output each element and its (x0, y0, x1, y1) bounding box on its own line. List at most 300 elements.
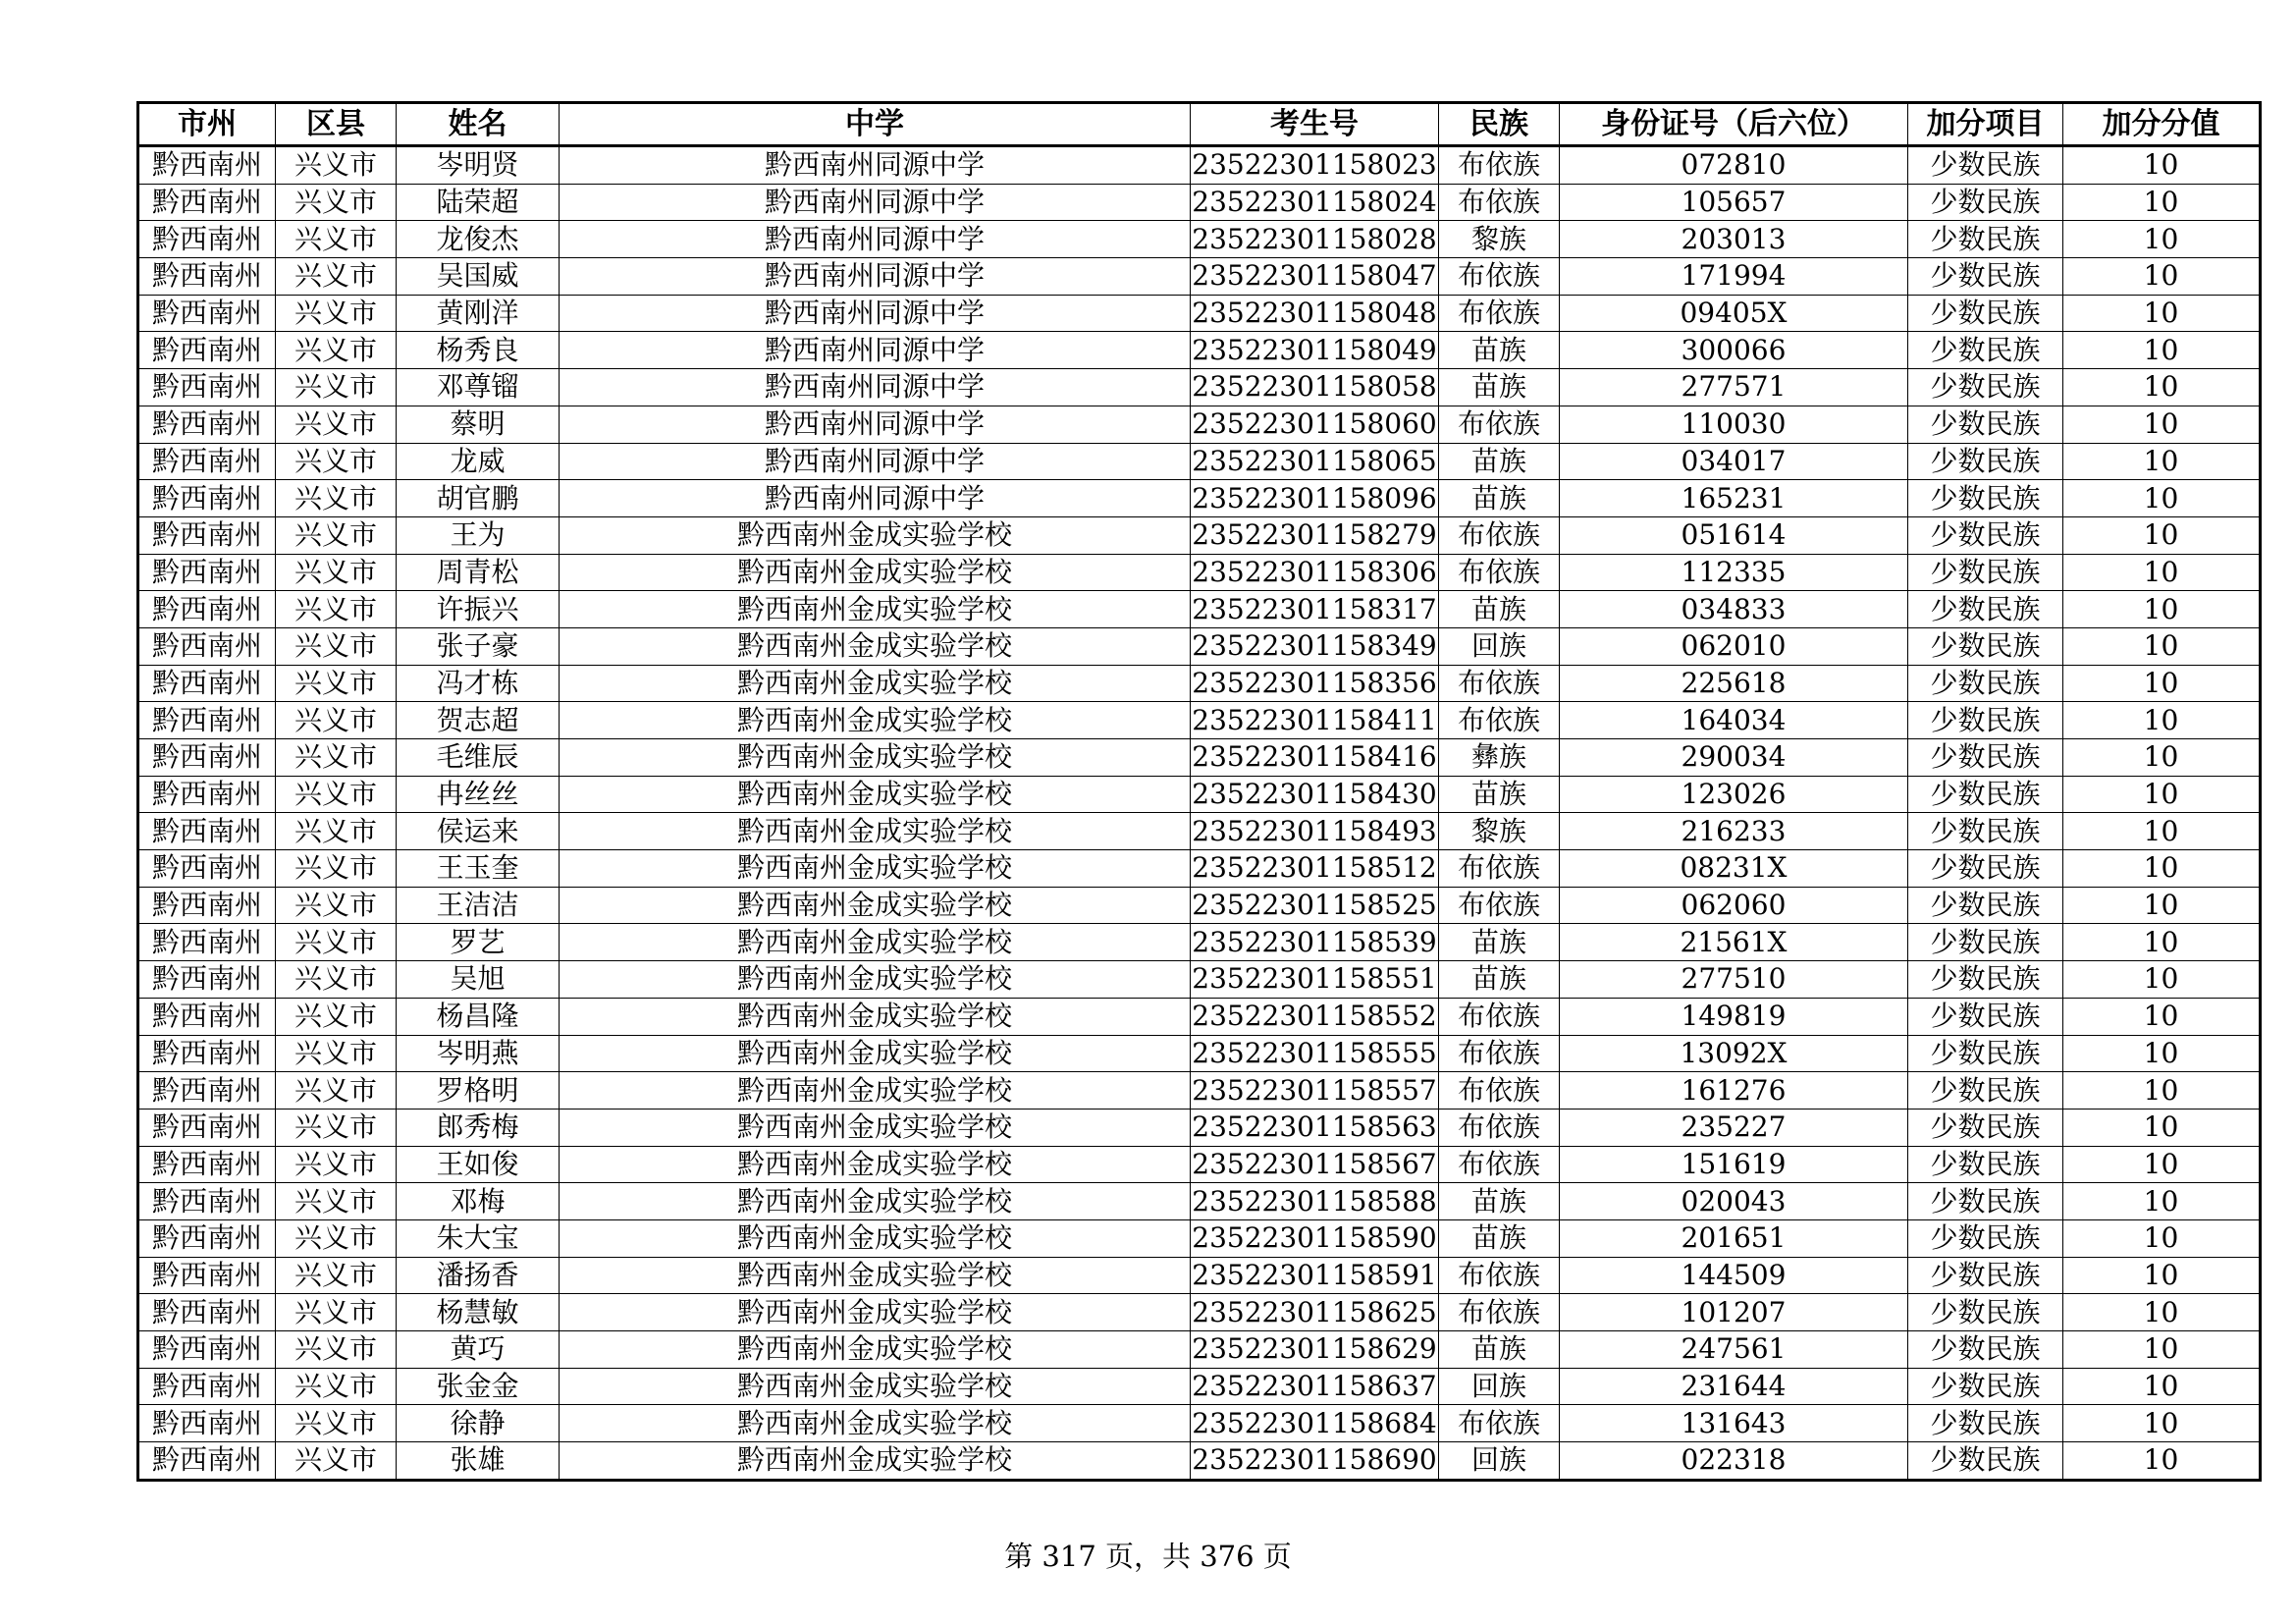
cell-ethnicity: 布依族 (1439, 1072, 1560, 1110)
cell-city: 黔西南州 (138, 295, 276, 332)
cell-bonus-value: 10 (2063, 221, 2261, 258)
cell-city: 黔西南州 (138, 1442, 276, 1481)
cell-bonus-value: 10 (2063, 1294, 2261, 1331)
cell-bonus-item: 少数民族 (1908, 406, 2063, 443)
cell-county: 兴义市 (276, 295, 397, 332)
cell-id-last-six: 062010 (1560, 627, 1908, 665)
table-row (138, 480, 2261, 517)
cell-id-last-six: 171994 (1560, 258, 1908, 296)
cell-city: 黔西南州 (138, 1072, 276, 1110)
cell-ethnicity: 布依族 (1439, 406, 1560, 443)
cell-bonus-value: 10 (2063, 813, 2261, 850)
cell-city: 黔西南州 (138, 776, 276, 813)
cell-ethnicity: 苗族 (1439, 591, 1560, 628)
cell-city: 黔西南州 (138, 924, 276, 961)
table-row (138, 1183, 2261, 1220)
cell-bonus-item: 少数民族 (1908, 221, 2063, 258)
cell-student-name: 吴旭 (397, 961, 560, 999)
table-row (138, 443, 2261, 480)
cell-bonus-item: 少数民族 (1908, 887, 2063, 924)
cell-id-last-six: 09405X (1560, 295, 1908, 332)
cell-bonus-value: 10 (2063, 1035, 2261, 1072)
cell-ethnicity: 苗族 (1439, 1331, 1560, 1369)
cell-exam-number: 23522301158625 (1191, 1294, 1439, 1331)
cell-exam-number: 23522301158539 (1191, 924, 1439, 961)
cell-bonus-item: 少数民族 (1908, 1072, 2063, 1110)
cell-id-last-six: 105657 (1560, 184, 1908, 221)
cell-ethnicity: 彝族 (1439, 739, 1560, 777)
cell-student-name: 邓尊镏 (397, 369, 560, 406)
cell-id-last-six: 051614 (1560, 516, 1908, 554)
cell-exam-number: 23522301158048 (1191, 295, 1439, 332)
table-row (138, 554, 2261, 591)
cell-id-last-six: 13092X (1560, 1035, 1908, 1072)
cell-exam-number: 23522301158629 (1191, 1331, 1439, 1369)
cell-bonus-item: 少数民族 (1908, 665, 2063, 702)
cell-student-name: 罗格明 (397, 1072, 560, 1110)
cell-id-last-six: 247561 (1560, 1331, 1908, 1369)
cell-bonus-item: 少数民族 (1908, 813, 2063, 850)
cell-county: 兴义市 (276, 627, 397, 665)
table-row (138, 1331, 2261, 1369)
table-row (138, 258, 2261, 296)
cell-student-name: 陆荣超 (397, 184, 560, 221)
cell-id-last-six: 022318 (1560, 1442, 1908, 1481)
cell-bonus-item: 少数民族 (1908, 627, 2063, 665)
cell-ethnicity: 布依族 (1439, 1257, 1560, 1294)
cell-school: 黔西南州同源中学 (560, 369, 1191, 406)
column-header-id-last-six: 身份证号（后六位） (1560, 103, 1908, 146)
cell-bonus-value: 10 (2063, 776, 2261, 813)
cell-bonus-value: 10 (2063, 554, 2261, 591)
cell-city: 黔西南州 (138, 480, 276, 517)
cell-student-name: 龙威 (397, 443, 560, 480)
table-row (138, 998, 2261, 1035)
cell-bonus-value: 10 (2063, 480, 2261, 517)
cell-bonus-item: 少数民族 (1908, 258, 2063, 296)
cell-bonus-item: 少数民族 (1908, 1368, 2063, 1405)
cell-exam-number: 23522301158279 (1191, 516, 1439, 554)
table-row (138, 184, 2261, 221)
cell-student-name: 贺志超 (397, 702, 560, 739)
cell-county: 兴义市 (276, 961, 397, 999)
cell-bonus-value: 10 (2063, 702, 2261, 739)
cell-bonus-value: 10 (2063, 998, 2261, 1035)
cell-county: 兴义市 (276, 554, 397, 591)
cell-county: 兴义市 (276, 443, 397, 480)
cell-ethnicity: 布依族 (1439, 998, 1560, 1035)
cell-student-name: 岑明燕 (397, 1035, 560, 1072)
cell-student-name: 邓梅 (397, 1183, 560, 1220)
cell-county: 兴义市 (276, 1109, 397, 1146)
cell-county: 兴义市 (276, 1331, 397, 1369)
cell-school: 黔西南州金成实验学校 (560, 1219, 1191, 1257)
cell-city: 黔西南州 (138, 813, 276, 850)
cell-student-name: 张金金 (397, 1368, 560, 1405)
cell-city: 黔西南州 (138, 554, 276, 591)
cell-exam-number: 23522301158637 (1191, 1368, 1439, 1405)
cell-county: 兴义市 (276, 1368, 397, 1405)
cell-school: 黔西南州金成实验学校 (560, 554, 1191, 591)
cell-city: 黔西南州 (138, 1405, 276, 1442)
cell-bonus-value: 10 (2063, 1109, 2261, 1146)
cell-exam-number: 23522301158551 (1191, 961, 1439, 999)
cell-id-last-six: 144509 (1560, 1257, 1908, 1294)
cell-exam-number: 23522301158430 (1191, 776, 1439, 813)
cell-exam-number: 23522301158058 (1191, 369, 1439, 406)
cell-city: 黔西南州 (138, 406, 276, 443)
cell-school: 黔西南州金成实验学校 (560, 739, 1191, 777)
cell-bonus-value: 10 (2063, 1368, 2261, 1405)
cell-id-last-six: 300066 (1560, 332, 1908, 369)
cell-exam-number: 23522301158591 (1191, 1257, 1439, 1294)
cell-student-name: 徐静 (397, 1405, 560, 1442)
cell-county: 兴义市 (276, 406, 397, 443)
cell-ethnicity: 布依族 (1439, 1294, 1560, 1331)
cell-city: 黔西南州 (138, 961, 276, 999)
table-row (138, 1405, 2261, 1442)
cell-county: 兴义市 (276, 480, 397, 517)
cell-student-name: 潘扬香 (397, 1257, 560, 1294)
cell-id-last-six: 151619 (1560, 1146, 1908, 1183)
table-row (138, 1294, 2261, 1331)
cell-id-last-six: 020043 (1560, 1183, 1908, 1220)
cell-ethnicity: 苗族 (1439, 1219, 1560, 1257)
cell-id-last-six: 21561X (1560, 924, 1908, 961)
cell-id-last-six: 112335 (1560, 554, 1908, 591)
column-header-exam-number: 考生号 (1191, 103, 1439, 146)
table-row (138, 1109, 2261, 1146)
cell-school: 黔西南州金成实验学校 (560, 813, 1191, 850)
cell-county: 兴义市 (276, 702, 397, 739)
cell-bonus-value: 10 (2063, 332, 2261, 369)
cell-bonus-value: 10 (2063, 1072, 2261, 1110)
cell-school: 黔西南州金成实验学校 (560, 702, 1191, 739)
cell-ethnicity: 布依族 (1439, 258, 1560, 296)
cell-county: 兴义市 (276, 1294, 397, 1331)
cell-exam-number: 23522301158557 (1191, 1072, 1439, 1110)
cell-bonus-item: 少数民族 (1908, 739, 2063, 777)
table-body (138, 146, 2261, 1481)
cell-school: 黔西南州金成实验学校 (560, 1368, 1191, 1405)
cell-id-last-six: 290034 (1560, 739, 1908, 777)
cell-id-last-six: 165231 (1560, 480, 1908, 517)
cell-bonus-value: 10 (2063, 516, 2261, 554)
cell-student-name: 吴国威 (397, 258, 560, 296)
cell-bonus-value: 10 (2063, 1219, 2261, 1257)
cell-bonus-item: 少数民族 (1908, 591, 2063, 628)
cell-city: 黔西南州 (138, 665, 276, 702)
cell-bonus-item: 少数民族 (1908, 146, 2063, 185)
cell-bonus-item: 少数民族 (1908, 443, 2063, 480)
cell-id-last-six: 277571 (1560, 369, 1908, 406)
cell-city: 黔西南州 (138, 221, 276, 258)
cell-bonus-item: 少数民族 (1908, 924, 2063, 961)
cell-school: 黔西南州同源中学 (560, 146, 1191, 185)
cell-bonus-item: 少数民族 (1908, 1035, 2063, 1072)
cell-id-last-six: 235227 (1560, 1109, 1908, 1146)
cell-county: 兴义市 (276, 1183, 397, 1220)
cell-bonus-item: 少数民族 (1908, 776, 2063, 813)
cell-ethnicity: 苗族 (1439, 480, 1560, 517)
cell-school: 黔西南州金成实验学校 (560, 998, 1191, 1035)
cell-city: 黔西南州 (138, 591, 276, 628)
cell-id-last-six: 201651 (1560, 1219, 1908, 1257)
cell-bonus-value: 10 (2063, 258, 2261, 296)
cell-student-name: 杨昌隆 (397, 998, 560, 1035)
cell-exam-number: 23522301158690 (1191, 1442, 1439, 1481)
cell-exam-number: 23522301158024 (1191, 184, 1439, 221)
cell-bonus-value: 10 (2063, 1146, 2261, 1183)
cell-exam-number: 23522301158567 (1191, 1146, 1439, 1183)
cell-bonus-item: 少数民族 (1908, 1219, 2063, 1257)
cell-city: 黔西南州 (138, 516, 276, 554)
cell-school: 黔西南州金成实验学校 (560, 887, 1191, 924)
cell-county: 兴义市 (276, 369, 397, 406)
cell-exam-number: 23522301158096 (1191, 480, 1439, 517)
column-header-county: 区县 (276, 103, 397, 146)
cell-ethnicity: 布依族 (1439, 887, 1560, 924)
cell-ethnicity: 布依族 (1439, 1035, 1560, 1072)
cell-school: 黔西南州同源中学 (560, 332, 1191, 369)
cell-id-last-six: 277510 (1560, 961, 1908, 999)
cell-bonus-value: 10 (2063, 961, 2261, 999)
cell-county: 兴义市 (276, 1035, 397, 1072)
cell-bonus-value: 10 (2063, 443, 2261, 480)
table-row (138, 961, 2261, 999)
column-header-city: 市州 (138, 103, 276, 146)
cell-school: 黔西南州金成实验学校 (560, 1331, 1191, 1369)
cell-bonus-value: 10 (2063, 591, 2261, 628)
table-row (138, 1146, 2261, 1183)
cell-school: 黔西南州金成实验学校 (560, 1294, 1191, 1331)
cell-city: 黔西南州 (138, 1294, 276, 1331)
cell-bonus-item: 少数民族 (1908, 369, 2063, 406)
cell-student-name: 王玉奎 (397, 850, 560, 888)
cell-county: 兴义市 (276, 1442, 397, 1481)
cell-ethnicity: 布依族 (1439, 665, 1560, 702)
cell-bonus-item: 少数民族 (1908, 850, 2063, 888)
cell-ethnicity: 布依族 (1439, 1109, 1560, 1146)
cell-id-last-six: 161276 (1560, 1072, 1908, 1110)
cell-county: 兴义市 (276, 998, 397, 1035)
table-row (138, 887, 2261, 924)
cell-bonus-item: 少数民族 (1908, 998, 2063, 1035)
cell-id-last-six: 131643 (1560, 1405, 1908, 1442)
cell-school: 黔西南州同源中学 (560, 221, 1191, 258)
cell-student-name: 周青松 (397, 554, 560, 591)
table-row (138, 1035, 2261, 1072)
page-number: 第 317 页，共 376 页 (1004, 1540, 1292, 1573)
cell-id-last-six: 101207 (1560, 1294, 1908, 1331)
cell-exam-number: 23522301158060 (1191, 406, 1439, 443)
cell-school: 黔西南州金成实验学校 (560, 516, 1191, 554)
cell-ethnicity: 布依族 (1439, 1146, 1560, 1183)
cell-bonus-value: 10 (2063, 739, 2261, 777)
cell-student-name: 胡官鹏 (397, 480, 560, 517)
cell-student-name: 王如俊 (397, 1146, 560, 1183)
cell-school: 黔西南州金成实验学校 (560, 1035, 1191, 1072)
cell-student-name: 侯运来 (397, 813, 560, 850)
cell-bonus-item: 少数民族 (1908, 1331, 2063, 1369)
cell-city: 黔西南州 (138, 1331, 276, 1369)
cell-student-name: 冉丝丝 (397, 776, 560, 813)
cell-ethnicity: 苗族 (1439, 369, 1560, 406)
cell-county: 兴义市 (276, 1146, 397, 1183)
column-header-name: 姓名 (397, 103, 560, 146)
cell-exam-number: 23522301158416 (1191, 739, 1439, 777)
table-row (138, 702, 2261, 739)
cell-city: 黔西南州 (138, 998, 276, 1035)
cell-student-name: 郎秀梅 (397, 1109, 560, 1146)
cell-ethnicity: 回族 (1439, 1442, 1560, 1481)
cell-city: 黔西南州 (138, 1368, 276, 1405)
cell-school: 黔西南州同源中学 (560, 295, 1191, 332)
table-row (138, 1368, 2261, 1405)
cell-bonus-item: 少数民族 (1908, 1109, 2063, 1146)
cell-ethnicity: 回族 (1439, 1368, 1560, 1405)
cell-county: 兴义市 (276, 739, 397, 777)
cell-ethnicity: 苗族 (1439, 961, 1560, 999)
cell-exam-number: 23522301158349 (1191, 627, 1439, 665)
cell-ethnicity: 布依族 (1439, 1405, 1560, 1442)
cell-ethnicity: 苗族 (1439, 776, 1560, 813)
table-row (138, 146, 2261, 185)
table-row (138, 924, 2261, 961)
cell-city: 黔西南州 (138, 258, 276, 296)
bonus-points-table (136, 101, 2262, 1482)
cell-bonus-value: 10 (2063, 406, 2261, 443)
table-header-row (138, 103, 2261, 146)
cell-ethnicity: 布依族 (1439, 850, 1560, 888)
cell-student-name: 王为 (397, 516, 560, 554)
cell-county: 兴义市 (276, 850, 397, 888)
cell-exam-number: 23522301158047 (1191, 258, 1439, 296)
cell-student-name: 岑明贤 (397, 146, 560, 185)
cell-exam-number: 23522301158356 (1191, 665, 1439, 702)
cell-bonus-item: 少数民族 (1908, 554, 2063, 591)
cell-ethnicity: 黎族 (1439, 813, 1560, 850)
cell-county: 兴义市 (276, 221, 397, 258)
cell-school: 黔西南州金成实验学校 (560, 924, 1191, 961)
cell-id-last-six: 072810 (1560, 146, 1908, 185)
cell-school: 黔西南州同源中学 (560, 184, 1191, 221)
cell-student-name: 许振兴 (397, 591, 560, 628)
column-header-ethnicity: 民族 (1439, 103, 1560, 146)
cell-student-name: 黄巧 (397, 1331, 560, 1369)
column-header-school: 中学 (560, 103, 1191, 146)
cell-school: 黔西南州金成实验学校 (560, 1109, 1191, 1146)
cell-bonus-value: 10 (2063, 184, 2261, 221)
table-row (138, 1072, 2261, 1110)
cell-ethnicity: 苗族 (1439, 1183, 1560, 1220)
cell-county: 兴义市 (276, 1219, 397, 1257)
cell-ethnicity: 布依族 (1439, 702, 1560, 739)
cell-school: 黔西南州同源中学 (560, 443, 1191, 480)
table-row (138, 406, 2261, 443)
table-row (138, 627, 2261, 665)
cell-exam-number: 23522301158555 (1191, 1035, 1439, 1072)
table-row (138, 516, 2261, 554)
cell-city: 黔西南州 (138, 332, 276, 369)
cell-city: 黔西南州 (138, 1257, 276, 1294)
cell-school: 黔西南州金成实验学校 (560, 1146, 1191, 1183)
cell-id-last-six: 225618 (1560, 665, 1908, 702)
cell-exam-number: 23522301158028 (1191, 221, 1439, 258)
cell-school: 黔西南州同源中学 (560, 406, 1191, 443)
cell-student-name: 王洁洁 (397, 887, 560, 924)
table-row (138, 813, 2261, 850)
cell-county: 兴义市 (276, 1405, 397, 1442)
cell-exam-number: 23522301158563 (1191, 1109, 1439, 1146)
cell-student-name: 张雄 (397, 1442, 560, 1481)
cell-exam-number: 23522301158317 (1191, 591, 1439, 628)
table-row (138, 739, 2261, 777)
cell-school: 黔西南州同源中学 (560, 480, 1191, 517)
cell-exam-number: 23522301158684 (1191, 1405, 1439, 1442)
cell-ethnicity: 布依族 (1439, 146, 1560, 185)
cell-county: 兴义市 (276, 1257, 397, 1294)
table-row (138, 295, 2261, 332)
cell-exam-number: 23522301158049 (1191, 332, 1439, 369)
cell-id-last-six: 123026 (1560, 776, 1908, 813)
cell-school: 黔西南州金成实验学校 (560, 665, 1191, 702)
cell-county: 兴义市 (276, 184, 397, 221)
cell-id-last-six: 216233 (1560, 813, 1908, 850)
cell-city: 黔西南州 (138, 1109, 276, 1146)
cell-county: 兴义市 (276, 591, 397, 628)
cell-bonus-item: 少数民族 (1908, 332, 2063, 369)
cell-bonus-item: 少数民族 (1908, 1294, 2063, 1331)
cell-exam-number: 23522301158493 (1191, 813, 1439, 850)
cell-student-name: 蔡明 (397, 406, 560, 443)
cell-bonus-value: 10 (2063, 1442, 2261, 1481)
cell-exam-number: 23522301158306 (1191, 554, 1439, 591)
cell-exam-number: 23522301158411 (1191, 702, 1439, 739)
cell-city: 黔西南州 (138, 702, 276, 739)
table-row (138, 776, 2261, 813)
cell-bonus-value: 10 (2063, 1183, 2261, 1220)
cell-ethnicity: 布依族 (1439, 295, 1560, 332)
table-row (138, 665, 2261, 702)
cell-id-last-six: 164034 (1560, 702, 1908, 739)
cell-city: 黔西南州 (138, 739, 276, 777)
cell-school: 黔西南州金成实验学校 (560, 1257, 1191, 1294)
cell-ethnicity: 布依族 (1439, 554, 1560, 591)
cell-city: 黔西南州 (138, 627, 276, 665)
cell-bonus-value: 10 (2063, 665, 2261, 702)
cell-school: 黔西南州金成实验学校 (560, 1405, 1191, 1442)
cell-city: 黔西南州 (138, 369, 276, 406)
cell-student-name: 张子豪 (397, 627, 560, 665)
cell-bonus-value: 10 (2063, 1257, 2261, 1294)
cell-county: 兴义市 (276, 887, 397, 924)
cell-ethnicity: 回族 (1439, 627, 1560, 665)
table-row (138, 221, 2261, 258)
cell-id-last-six: 08231X (1560, 850, 1908, 888)
cell-county: 兴义市 (276, 332, 397, 369)
cell-ethnicity: 黎族 (1439, 221, 1560, 258)
cell-bonus-value: 10 (2063, 887, 2261, 924)
cell-bonus-value: 10 (2063, 1331, 2261, 1369)
cell-bonus-value: 10 (2063, 295, 2261, 332)
cell-bonus-item: 少数民族 (1908, 1257, 2063, 1294)
cell-county: 兴义市 (276, 924, 397, 961)
cell-bonus-item: 少数民族 (1908, 295, 2063, 332)
column-header-bonus-item: 加分项目 (1908, 103, 2063, 146)
cell-ethnicity: 苗族 (1439, 443, 1560, 480)
cell-city: 黔西南州 (138, 146, 276, 185)
